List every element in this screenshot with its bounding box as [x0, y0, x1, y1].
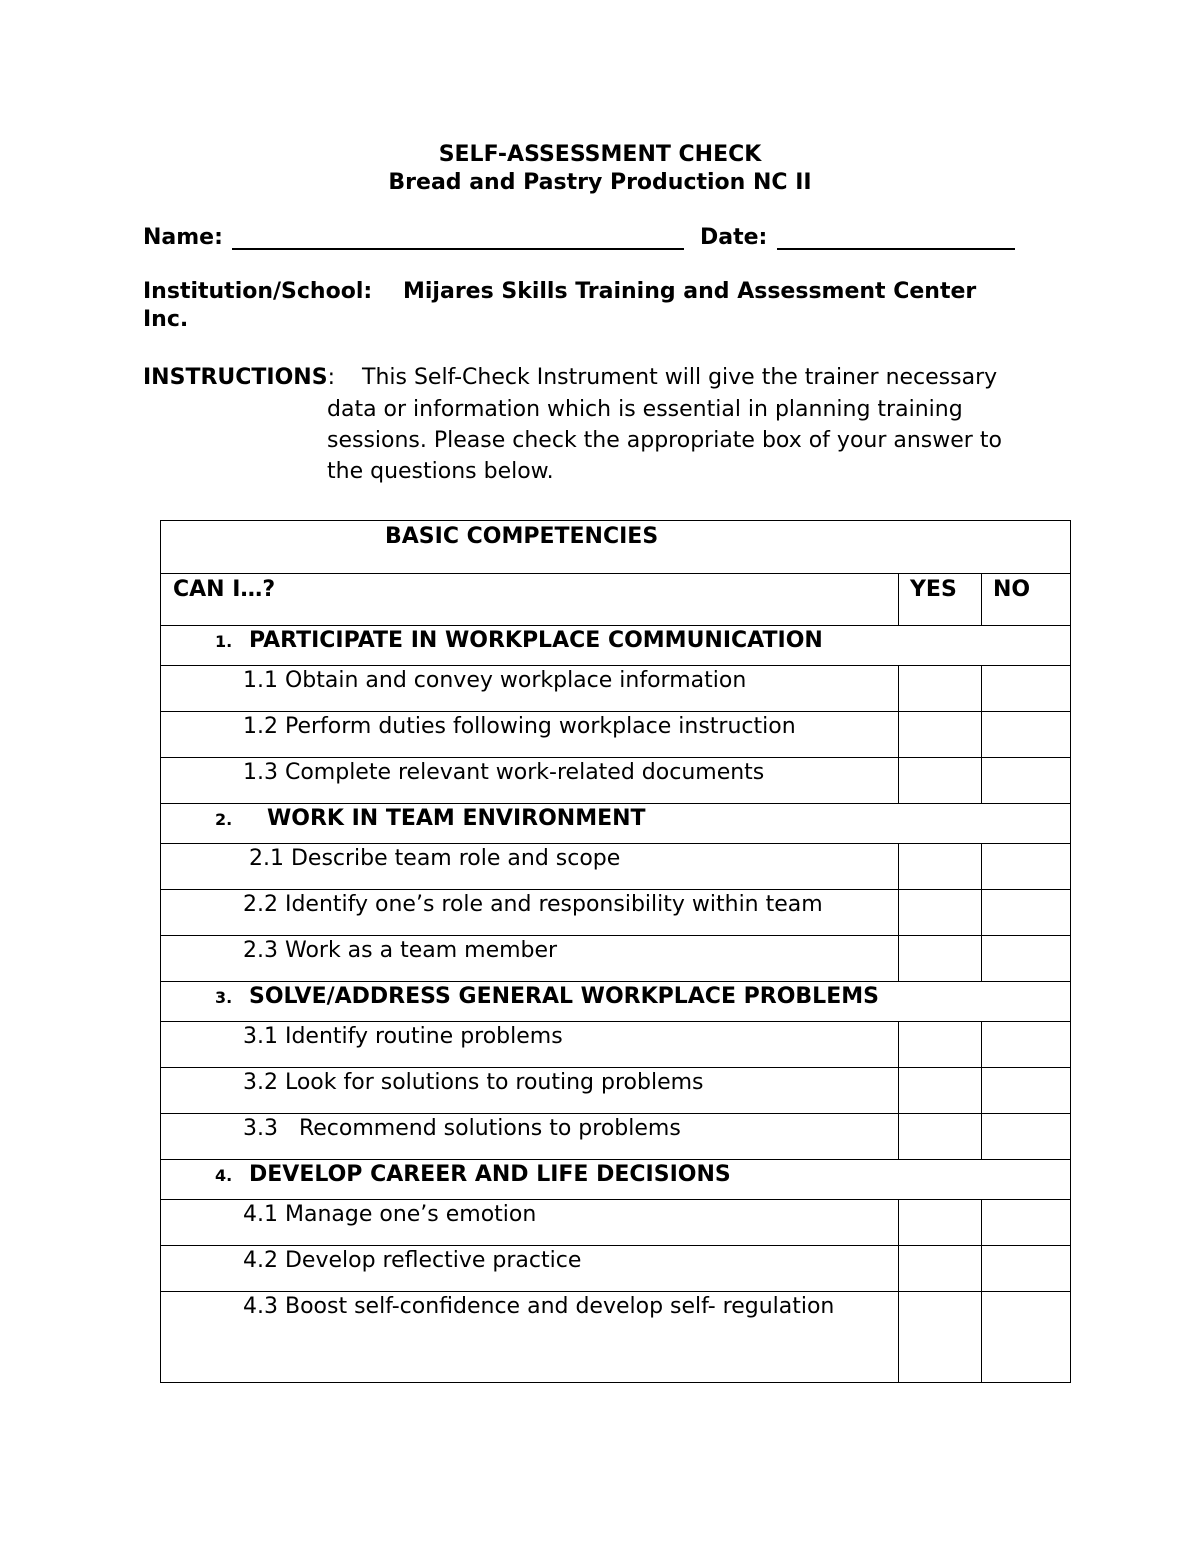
name-label: Name:: [143, 225, 223, 250]
section-number: 3.: [215, 988, 233, 1007]
no-checkbox[interactable]: [982, 890, 1071, 936]
section-title-text: WORK IN TEAM ENVIRONMENT: [267, 806, 646, 831]
no-checkbox[interactable]: [982, 1068, 1071, 1114]
section-number: 1.: [215, 632, 233, 651]
section-title: [161, 982, 1070, 1011]
item-label: 1.1 Obtain and convey workplace information: [243, 668, 747, 693]
table-row: [161, 1022, 1071, 1068]
no-checkbox[interactable]: [982, 844, 1071, 890]
yes-checkbox[interactable]: [899, 1114, 982, 1160]
table-row: [161, 666, 1071, 712]
table-row: [161, 758, 1071, 804]
yes-header: YES: [910, 577, 957, 602]
institution-value: Mijares Skills Training and Assessment Center: [403, 279, 977, 304]
table-row: [161, 1068, 1071, 1114]
section-row: [161, 626, 1071, 666]
page-subtitle: Bread and Pastry Production NC II: [388, 170, 812, 195]
item-label: 1.3 Complete relevant work-related documents: [243, 760, 765, 785]
section-title-text: PARTICIPATE IN WORKPLACE COMMUNICATION: [249, 628, 823, 653]
item-label: 4.3 Boost self-confidence and develop self- regulation: [243, 1294, 835, 1319]
name-field[interactable]: [232, 226, 684, 250]
no-checkbox[interactable]: [982, 1114, 1071, 1160]
no-checkbox[interactable]: [982, 666, 1071, 712]
no-checkbox[interactable]: [982, 1200, 1071, 1246]
date-field[interactable]: [777, 226, 1015, 250]
instructions-heading: [143, 362, 335, 393]
section-title-text: SOLVE/ADDRESS GENERAL WORKPLACE PROBLEMS: [249, 984, 879, 1009]
item-label: 3.3 Recommend solutions to problems: [243, 1116, 681, 1141]
item-label: 2.2 Identify one’s role and responsibility within team: [243, 892, 823, 917]
table-row: [161, 1200, 1071, 1246]
yes-checkbox[interactable]: [899, 758, 982, 804]
no-checkbox[interactable]: [982, 1022, 1071, 1068]
table-row: [161, 1292, 1071, 1383]
instructions-line-4: the questions below.: [327, 459, 554, 484]
institution-value-cont: Inc.: [143, 307, 189, 332]
page-title: SELF-ASSESSMENT CHECK: [438, 142, 762, 167]
no-checkbox[interactable]: [982, 936, 1071, 982]
section-title: [161, 626, 1070, 655]
yes-checkbox[interactable]: [899, 936, 982, 982]
table-row: [161, 890, 1071, 936]
yes-checkbox[interactable]: [899, 666, 982, 712]
item-label: 4.1 Manage one’s emotion: [243, 1202, 537, 1227]
section-number: 2.: [215, 810, 233, 829]
instructions-line-2: data or information which is essential in planning training: [327, 397, 963, 422]
instructions-colon: :: [327, 365, 335, 390]
table-row: [161, 1246, 1071, 1292]
section-title: [161, 804, 1070, 833]
no-checkbox[interactable]: [982, 712, 1071, 758]
yes-checkbox[interactable]: [899, 1246, 982, 1292]
no-checkbox[interactable]: [982, 1292, 1071, 1383]
table-row: [161, 1114, 1071, 1160]
item-label: 3.2 Look for solutions to routing problems: [243, 1070, 704, 1095]
item-label: 1.2 Perform duties following workplace instruction: [243, 714, 796, 739]
instructions-line-3: sessions. Please check the appropriate box of your answer to: [327, 428, 1002, 453]
yes-checkbox[interactable]: [899, 1022, 982, 1068]
table-column-header-row: [161, 574, 1071, 626]
item-label: 4.2 Develop reflective practice: [243, 1248, 582, 1273]
item-label: 2.3 Work as a team member: [243, 938, 558, 963]
table-row: [161, 844, 1071, 890]
item-label: 2.1 Describe team role and scope: [249, 846, 621, 871]
yes-checkbox[interactable]: [899, 890, 982, 936]
can-i-header: CAN I…?: [173, 577, 276, 602]
instructions-line-1: This Self-Check Instrument will give the trainer necessary: [362, 365, 998, 390]
yes-checkbox[interactable]: [899, 1068, 982, 1114]
institution-label: Institution/School:: [143, 279, 373, 304]
competency-table: [160, 520, 1071, 1383]
section-title: [161, 1160, 1070, 1189]
item-label: 3.1 Identify routine problems: [243, 1024, 563, 1049]
table-row: [161, 936, 1071, 982]
section-number: 4.: [215, 1166, 233, 1185]
no-checkbox[interactable]: [982, 1246, 1071, 1292]
yes-checkbox[interactable]: [899, 712, 982, 758]
table-row: [161, 712, 1071, 758]
no-header: NO: [993, 577, 1031, 602]
table-heading-row: [161, 521, 1071, 574]
yes-checkbox[interactable]: [899, 1292, 982, 1383]
section-row: [161, 804, 1071, 844]
no-checkbox[interactable]: [982, 758, 1071, 804]
section-row: [161, 1160, 1071, 1200]
date-label: Date:: [700, 225, 768, 250]
section-row: [161, 982, 1071, 1022]
basic-competencies-heading: BASIC COMPETENCIES: [385, 524, 659, 549]
section-title-text: DEVELOP CAREER AND LIFE DECISIONS: [249, 1162, 731, 1187]
instructions-label: INSTRUCTIONS: [143, 365, 328, 390]
yes-checkbox[interactable]: [899, 844, 982, 890]
yes-checkbox[interactable]: [899, 1200, 982, 1246]
